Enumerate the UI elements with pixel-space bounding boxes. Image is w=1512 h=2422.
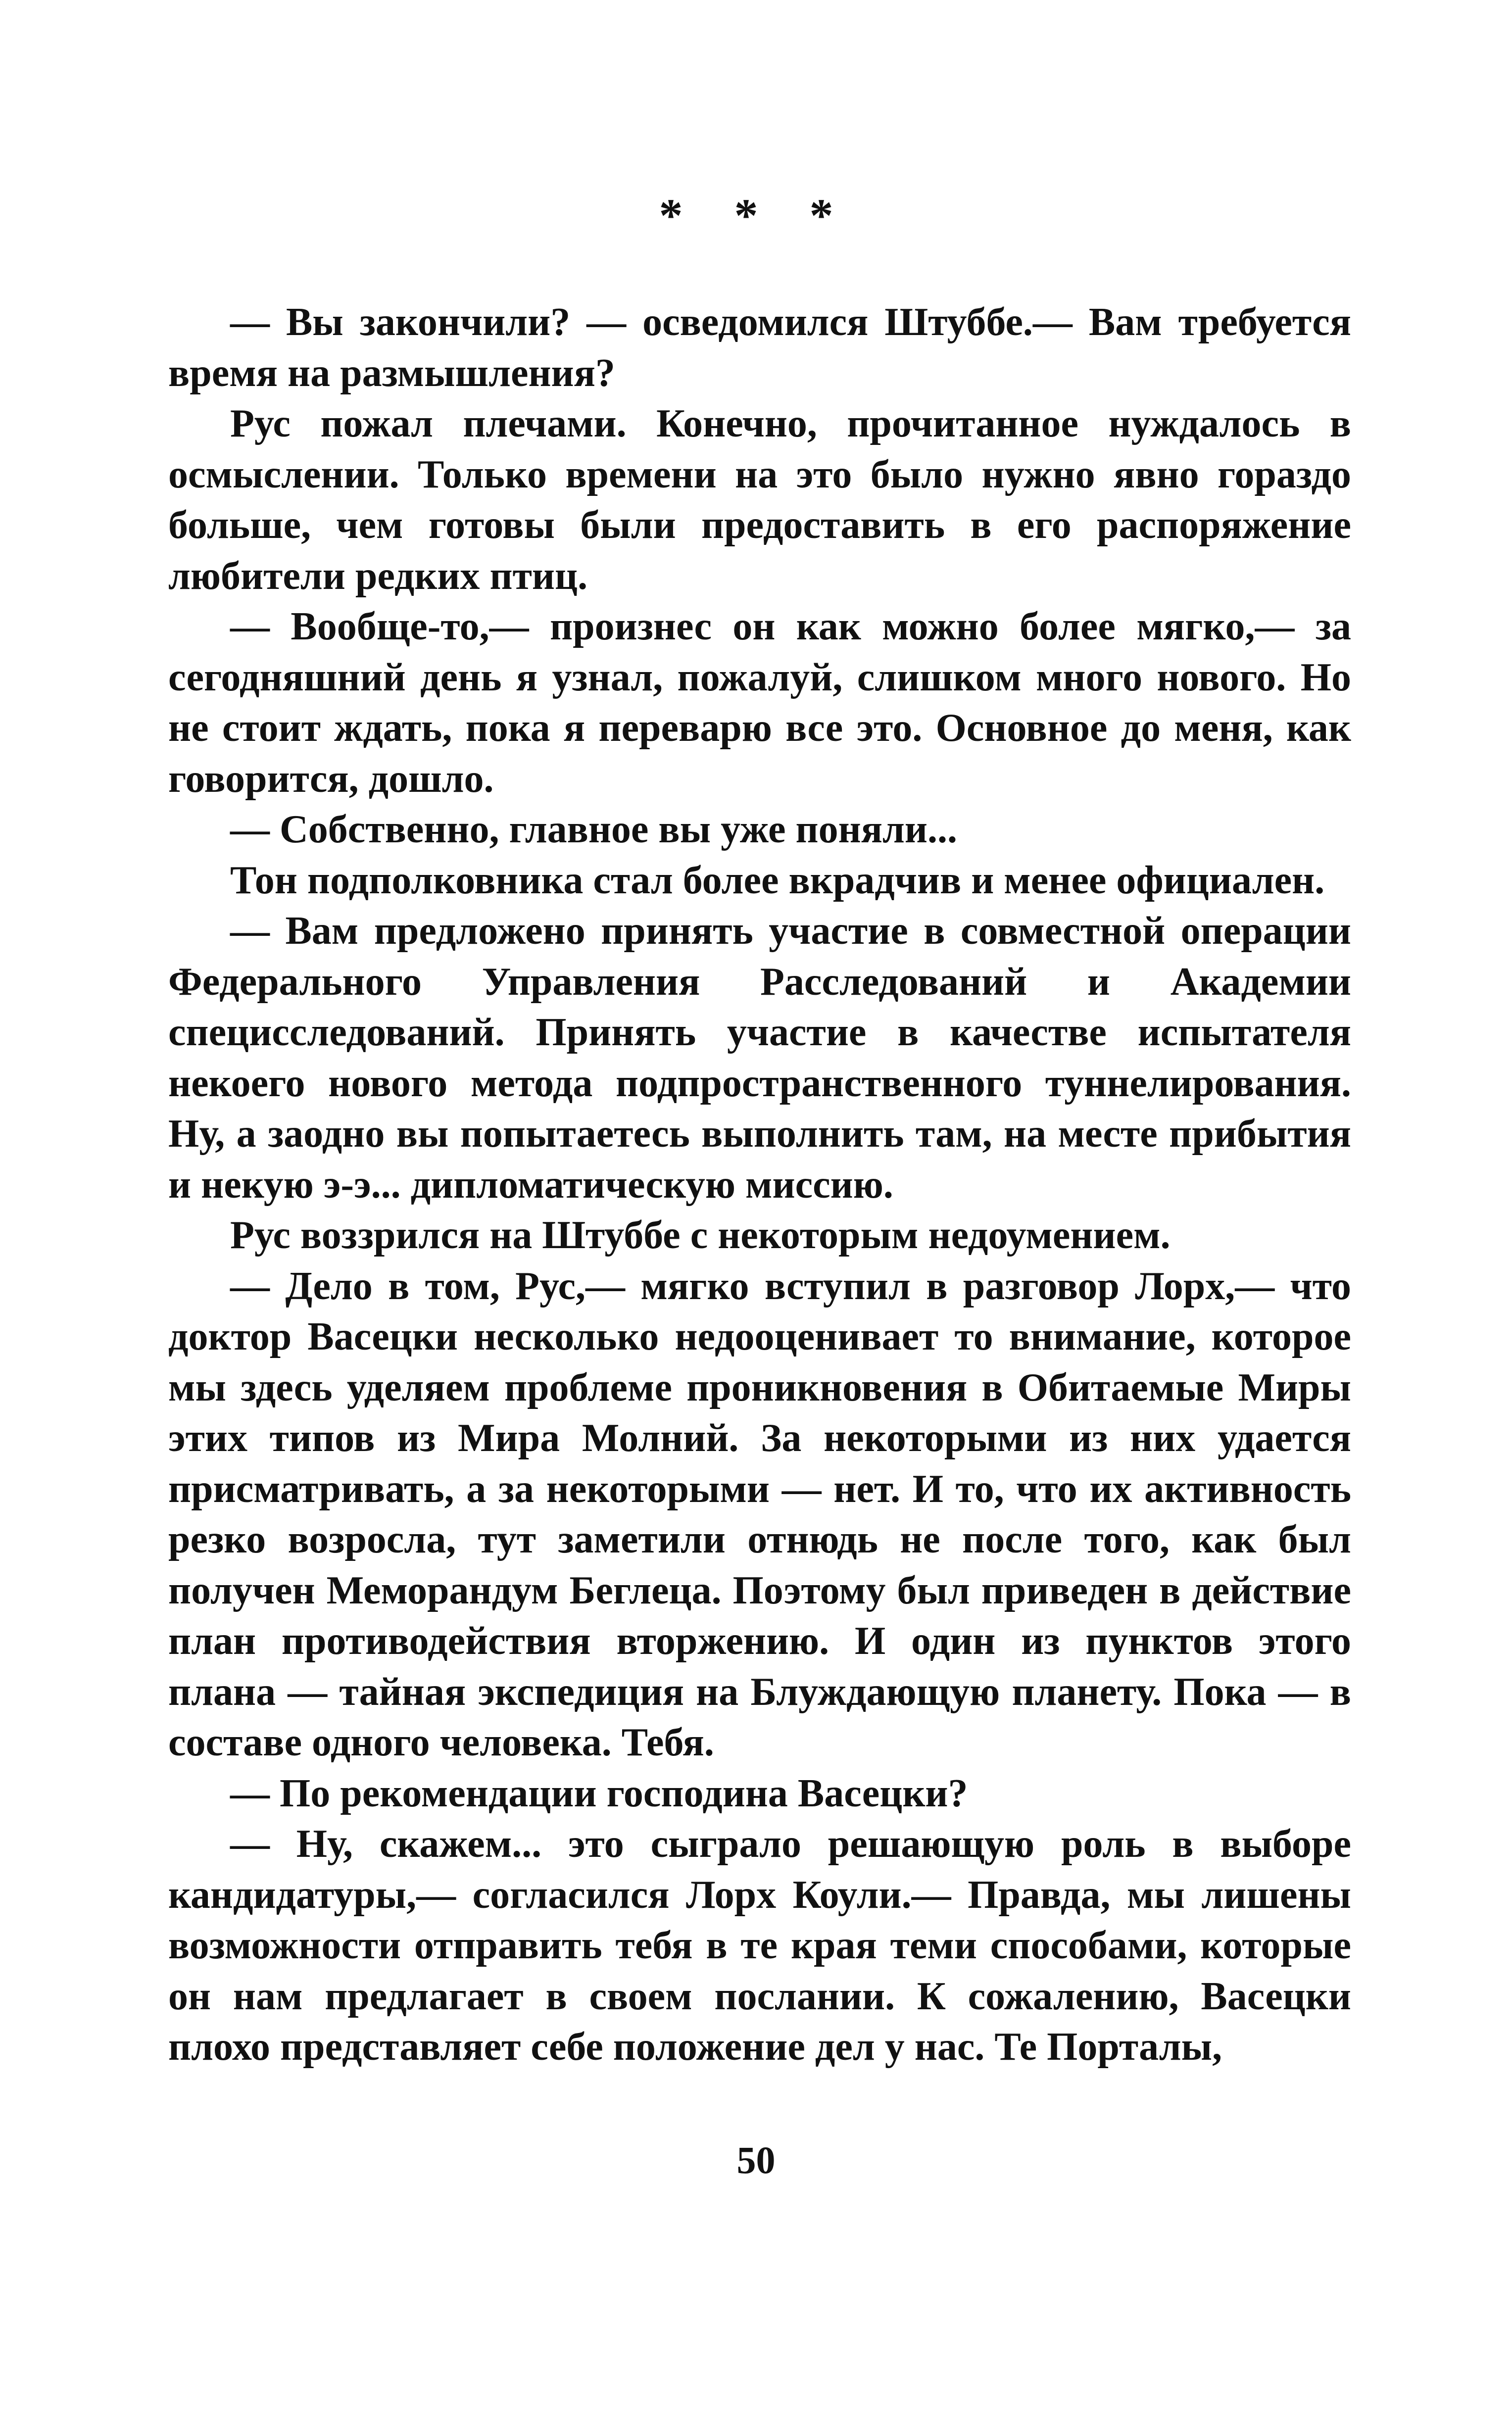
paragraph: — Вообще-то,— произнес он как можно более мягко,— за сегодняшний день я узнал, пожалуй, слишком много нового. Но не стоит ждать, пока я переварю все это. Основное до меня, как говорится, дошло.: [168, 605, 1351, 801]
paragraph: — Вы закончили? — осведомился Штуббе.— Вам требуется время на размышления?: [168, 300, 1351, 395]
paragraph: — Собственно, главное вы уже поняли...: [230, 808, 957, 851]
body-text: [168, 297, 1351, 2073]
page-number: 50: [736, 2138, 776, 2181]
paragraph: — По рекомендации господина Васецки?: [230, 1771, 968, 1815]
section-separator: * * *: [659, 189, 853, 242]
paragraph: — Ну, скажем... это сыграло решающую роль в выборе кандидатуры,— согласился Лорх Коули.— Правда, мы лишены возможности отправить тебя в те края теми способами, которые он нам предлагает в своем послании. К сожалению, Васецки плохо представляет себе положение дел у нас. Те Порталы,: [168, 1822, 1351, 2069]
paragraph: — Вам предложено принять участие в совместной операции Федерального Управления Расследований и Академии специсследований. Принять участие в качестве испытателя некоего нового метода подпространственного туннелирования. Ну, а заодно вы попытаетесь выполнить там, на месте прибытия и некую э-э... дипломатическую миссию.: [168, 909, 1351, 1207]
paragraph: Рус пожал плечами. Конечно, прочитанное нуждалось в осмыслении. Только времени на это было нужно явно гораздо больше, чем готовы были предоставить в его распоряжение любители редких птиц.: [168, 402, 1351, 598]
paragraph: — Дело в том, Рус,— мягко вступил в разговор Лорх,— что доктор Васецки несколько недооценивает то внимание, которое мы здесь уделяем проблеме проникновения в Обитаемые Миры этих типов из Мира Молний. За некоторыми из них удается присматривать, а за некоторыми — нет. И то, что их активность резко возросла, тут заметили отнюдь не после того, как был получен Меморандум Беглеца. Поэтому был приведен в действие план противодействия вторжению. И один из пунктов этого плана — тайная экспедиция на Блуждающую планету. Пока — в составе одного человека. Тебя.: [168, 1264, 1351, 1764]
paragraph: Тон подполковника стал более вкрадчив и менее официален.: [230, 858, 1325, 902]
paragraph: Рус воззрился на Штуббе с некоторым недоумением.: [230, 1213, 1171, 1257]
